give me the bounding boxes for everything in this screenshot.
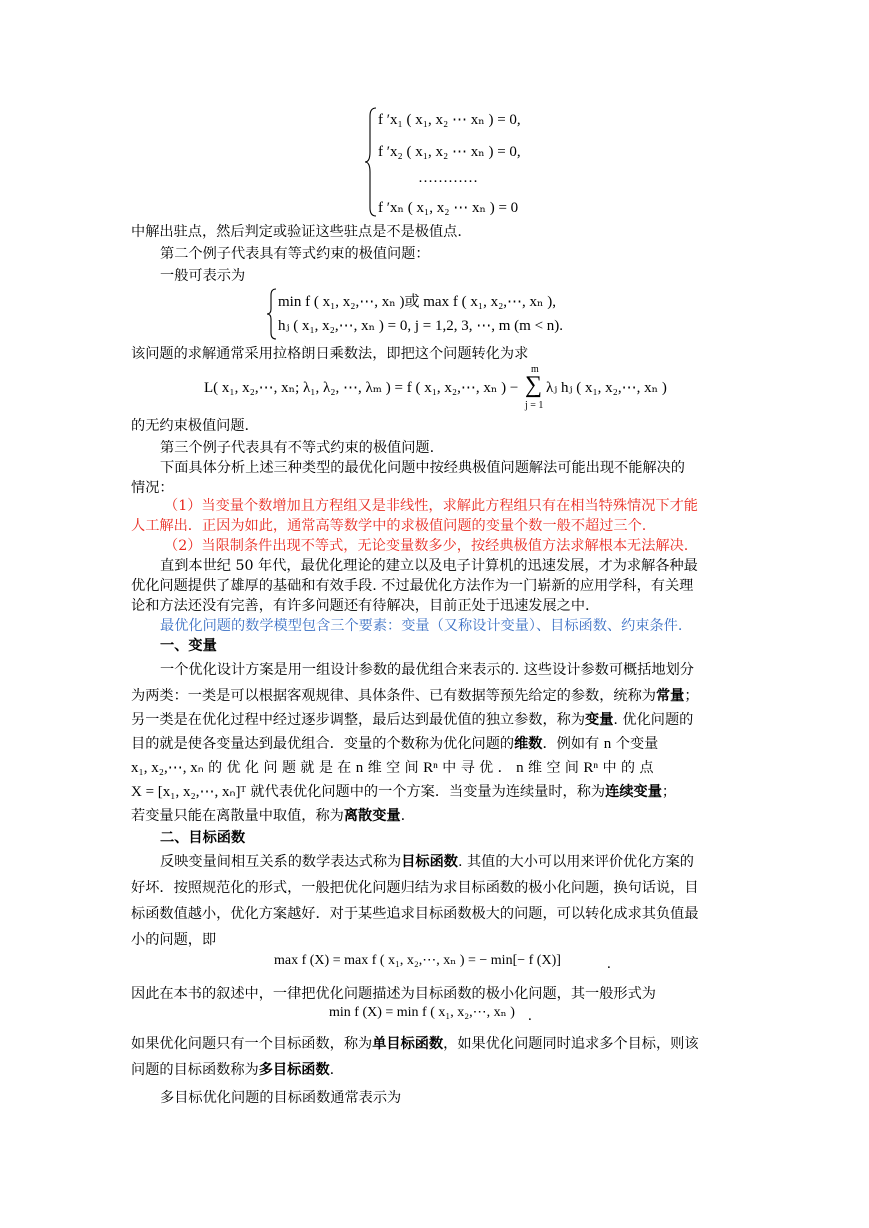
system1-row3: ………… bbox=[418, 170, 478, 186]
math-vars: x₁, x₂,⋯, xₙ bbox=[131, 760, 204, 776]
equation-min: min f (X) = min f ( x₁, x₂,⋯, xₙ ) bbox=[329, 1005, 515, 1020]
text-run: 问题的目标函数称为 bbox=[131, 1062, 259, 1078]
system1-row1: f ′x₁ ( x₁, x₂ ⋯ xₙ ) = 0, bbox=[378, 112, 521, 128]
text-run: 个变量 bbox=[615, 736, 659, 752]
paragraph-line: 一般可表示为 bbox=[160, 268, 246, 284]
term-multi-objective: 多目标函数 bbox=[258, 1062, 330, 1078]
system1-row4: f ′xₙ ( x₁, x₂ ⋯ xₙ ) = 0 bbox=[378, 200, 519, 216]
sum-lower-limit: j = 1 bbox=[525, 400, 544, 411]
text-run: . bbox=[400, 808, 406, 824]
paragraph-line: 中解出驻点，然后判定或验证这些驻点是不是极值点. bbox=[131, 224, 462, 240]
paragraph-line: 因此在本书的叙述中，一律把优化问题描述为目标函数的极小化问题，其一般形式为 bbox=[131, 986, 656, 1002]
paragraph-line bbox=[131, 782, 739, 802]
paragraph-line bbox=[131, 686, 739, 706]
text-run: . bbox=[329, 1062, 335, 1078]
paragraph-line: 小的问题，即 bbox=[131, 932, 217, 948]
text-run: ，如果优化问题同时追求多个目标，则该 bbox=[443, 1036, 699, 1052]
red-note-line: 人工解出．正因为如此，通常高等数学中的求极值问题的变量个数一般不超过三个. bbox=[131, 518, 647, 534]
text-run: 如果优化问题只有一个目标函数，称为 bbox=[131, 1036, 373, 1052]
math-n: n bbox=[516, 760, 524, 776]
text-run: 中 寻 优 ． bbox=[442, 760, 512, 776]
term-continuous-variable: 连续变量 bbox=[605, 784, 662, 800]
paragraph-line bbox=[131, 1034, 739, 1054]
term-constant: 常量 bbox=[655, 688, 685, 704]
term-variable: 变量 bbox=[585, 712, 614, 728]
text-run: 反映变量间相互关系的数学表达式称为 bbox=[160, 854, 402, 870]
math-Rn: Rⁿ bbox=[423, 760, 438, 776]
paragraph-line bbox=[131, 806, 739, 826]
math-point-X: X = [x₁, x₂,⋯, xₙ]ᵀ bbox=[131, 784, 246, 800]
paragraph-line: 一个优化设计方案是用一组设计参数的最优组合来表示的. 这些设计参数可概括地划分 bbox=[160, 662, 694, 678]
paragraph-line: 好坏．按照规范化的形式，一般把优化问题归结为求目标函数的极小化问题，换句话说，目 bbox=[131, 880, 699, 896]
equation-max-period: . bbox=[607, 956, 611, 972]
paragraph-line: 该问题的求解通常采用拉格朗日乘数法，即把这个问题转化为求 bbox=[131, 346, 529, 362]
math-n: n bbox=[603, 736, 612, 752]
text-run: 维 空 间 bbox=[528, 760, 579, 776]
text-run: 另一类是在优化过程中经过逐步调整，最后达到最优值的独立参数，称为 bbox=[131, 712, 586, 728]
text-run: ； bbox=[684, 688, 699, 704]
red-note-line: （2）当限制条件出现不等式，无论变量数多少，按经典极值方法求解根本无法解决. bbox=[164, 538, 689, 554]
equation-min-period: . bbox=[528, 1008, 532, 1024]
paragraph-line bbox=[131, 758, 739, 778]
paragraph-line bbox=[131, 710, 739, 730]
red-note-line: （1）当变量个数增加且方程组又是非线性，求解此方程组只有在相当特殊情况下才能 bbox=[164, 498, 698, 514]
text-run: 为两类：一类是可以根据客观规律、具体条件、已有数据等预先给定的参数，统称为 bbox=[131, 688, 656, 704]
paragraph-line: 第二个例子代表具有等式约束的极值问题： bbox=[160, 246, 430, 262]
text-run: . 优化问题的 bbox=[613, 712, 694, 728]
paragraph-line: 多目标优化问题的目标函数通常表示为 bbox=[160, 1090, 402, 1106]
text-run: 若变量只能在离散量中取值，称为 bbox=[131, 808, 344, 824]
text-run: ．例如有 bbox=[542, 736, 600, 752]
lagrange-rhs: λⱼ hⱼ ( x₁, x₂,⋯, xₙ ) bbox=[546, 380, 667, 396]
equation-max: max f (X) = max f ( x₁, x₂,⋯, xₙ ) = − min[− f (X)] bbox=[274, 953, 561, 968]
text-run: ； bbox=[661, 784, 677, 800]
paragraph-line: 标函数值越小，优化方案越好．对于某些追求目标函数极大的问题，可以转化成求其负值最 bbox=[131, 906, 699, 922]
term-objective-function: 目标函数 bbox=[401, 854, 458, 870]
term-dimension: 维数 bbox=[514, 736, 543, 752]
paragraph-line bbox=[131, 734, 739, 754]
paragraph-line bbox=[131, 1060, 739, 1080]
text-run: . 其值的大小可以用来评价优化方案的 bbox=[457, 854, 694, 870]
left-brace-system-2 bbox=[266, 288, 278, 340]
term-single-objective: 单目标函数 bbox=[372, 1036, 444, 1052]
text-run: 就代表优化问题中的一个方案．当变量为连续量时，称为 bbox=[250, 784, 606, 800]
sum-symbol: ∑ bbox=[525, 372, 543, 398]
lagrange-lhs: L( x₁, x₂,⋯, xₙ; λ₁, λ₂, ⋯, λₘ ) = f ( x₁, x₂,⋯, xₙ ) − bbox=[204, 380, 519, 396]
section-heading-objective: 二、目标函数 bbox=[160, 830, 246, 846]
paragraph-line: 论和方法还没有完善，有许多问题还有待解决，目前正处于迅速发展之中. bbox=[131, 598, 590, 614]
blue-summary-line: 最优化问题的数学模型包含三个要素：变量（又称设计变量）、目标函数、约束条件. bbox=[160, 618, 683, 634]
math-Rn: Rⁿ bbox=[583, 760, 599, 776]
paragraph-line: 情况： bbox=[131, 480, 174, 496]
term-discrete-variable: 离散变量 bbox=[343, 808, 401, 824]
system2-row2: hⱼ ( x₁, x₂,⋯, xₙ ) = 0, j = 1,2, 3, ⋯, m (m < n). bbox=[278, 318, 564, 334]
section-heading-variables: 一、变量 bbox=[160, 638, 217, 654]
paragraph-line: 优化问题提供了雄厚的基础和有效手段. 不过最优化方法作为一门崭新的应用学科，有关理 bbox=[131, 578, 694, 594]
system2-row1: min f ( x₁, x₂,⋯, xₙ )或 max f ( x₁, x₂,⋯, xₙ ), bbox=[278, 294, 557, 310]
sum-upper-limit: m bbox=[531, 364, 539, 375]
paragraph-line bbox=[160, 852, 739, 872]
text-run: 维 空 间 bbox=[367, 760, 419, 776]
paragraph-line: 直到本世纪 50 年代，最优化理论的建立以及电子计算机的迅速发展，才为求解各种最 bbox=[160, 558, 698, 574]
left-brace-system-1 bbox=[364, 106, 378, 218]
text-run: 目的就是使各变量达到最优组合．变量的个数称为优化问题的 bbox=[131, 736, 515, 752]
system1-row2: f ′x₂ ( x₁, x₂ ⋯ xₙ ) = 0, bbox=[378, 144, 521, 160]
text-run: 的 优 化 问 题 就 是 在 bbox=[208, 760, 352, 776]
math-n: n bbox=[355, 760, 364, 776]
text-run: 中 的 点 bbox=[602, 760, 654, 776]
paragraph-line: 下面具体分析上述三种类型的最优化问题中按经典极值问题解法可能出现不能解决的 bbox=[160, 460, 685, 476]
paragraph-line: 第三个例子代表具有不等式约束的极值问题. bbox=[160, 440, 435, 456]
paragraph-line: 的无约束极值问题. bbox=[131, 418, 250, 434]
